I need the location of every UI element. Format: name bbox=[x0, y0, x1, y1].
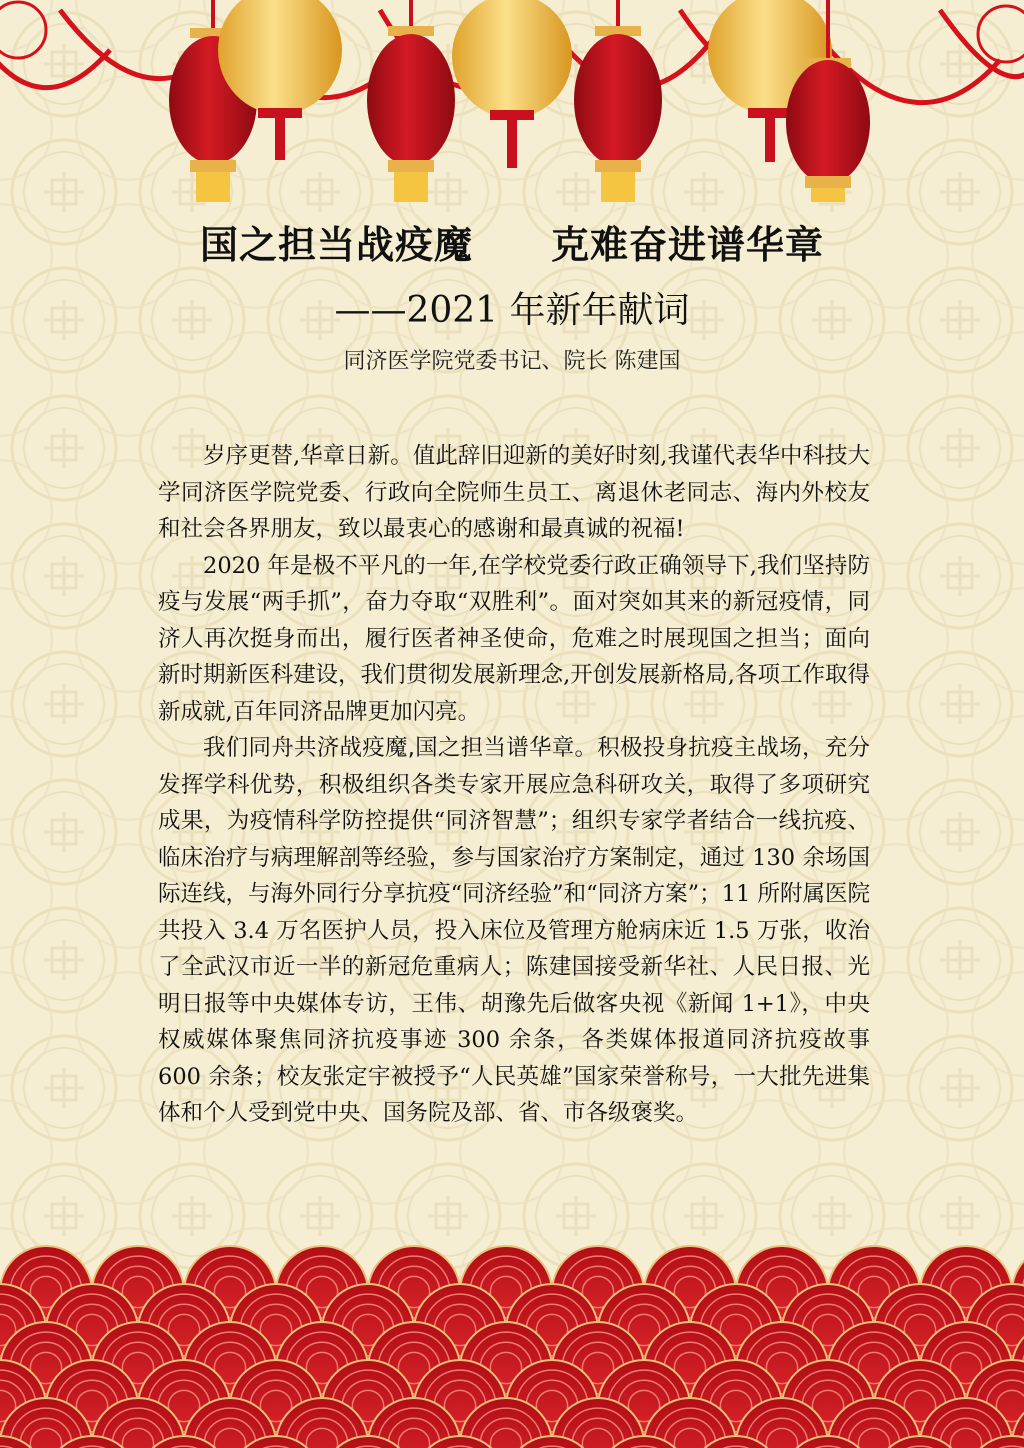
page-title: 国之担当战疫魔 克难奋进谱华章 bbox=[199, 223, 824, 267]
paragraph-1: 岁序更替,华章日新。值此辞旧迎新的美好时刻,我谨代表华中科技大学同济医学院党委、行政向全院师生员工、离退休老同志、海内外校友和社会各界朋友，致以最衷心的感谢和最真诚的祝福! bbox=[158, 443, 870, 542]
bottom-wave-pattern bbox=[0, 1246, 1024, 1448]
paragraph-2: 2020 年是极不平凡的一年,在学校党委行政正确领导下,我们坚持防疫与发展“两手抓”，奋力夺取“双胜利”。面对突如其来的新冠疫情，同济人再次挺身而出，履行医者神圣使命，危难之时展现国之担当；面向新时期新医科建设，我们贯彻发展新理念,开创发展新格局,各项工作取得新成就,百年同济品牌更加闪亮。 bbox=[158, 552, 870, 725]
author-line: 同济医学院党委书记、院长 陈建国 bbox=[343, 349, 681, 374]
page-subtitle: ——2021 年新年献词 bbox=[334, 290, 690, 331]
paragraph-3-lead: 我们同舟共济战疫魔,国之担当谱华章。 bbox=[203, 735, 598, 761]
paragraph-3-text: 积极投身抗疫主战场，充分发挥学科优势，积极组织各类专家开展应急科研攻关，取得了多项研究成果，为疫情科学防控提供“同济智慧”；组织专家学者结合一线抗疫、临床治疗与病理解剖等经验，参与国家治疗方案制定，通过 130 余场国际连线，与海外同行分享抗疫“同济经验”和“同济方案”；11 所附属医院共投入 3.4 万名医护人员，投入床位及管理方舱病床近 1.5 万张，收治了全武汉市近一半的新冠危重病人；陈建国接受新华社、人民日报、光明日报等中央媒体专访，王伟、胡豫先后做客央视《新闻 1+1》，中央权威媒体聚焦同济抗疫事迹 300 余条，各类媒体报道同济抗疫故事 600 余条；校友张定宇被授予“人民英雄”国家荣誉称号，一大批先进集体和个人受到党中央、国务院及部、省、市各级褒奖。 bbox=[158, 735, 870, 1126]
paragraph-3 bbox=[158, 730, 870, 1132]
article-body bbox=[158, 438, 870, 1132]
